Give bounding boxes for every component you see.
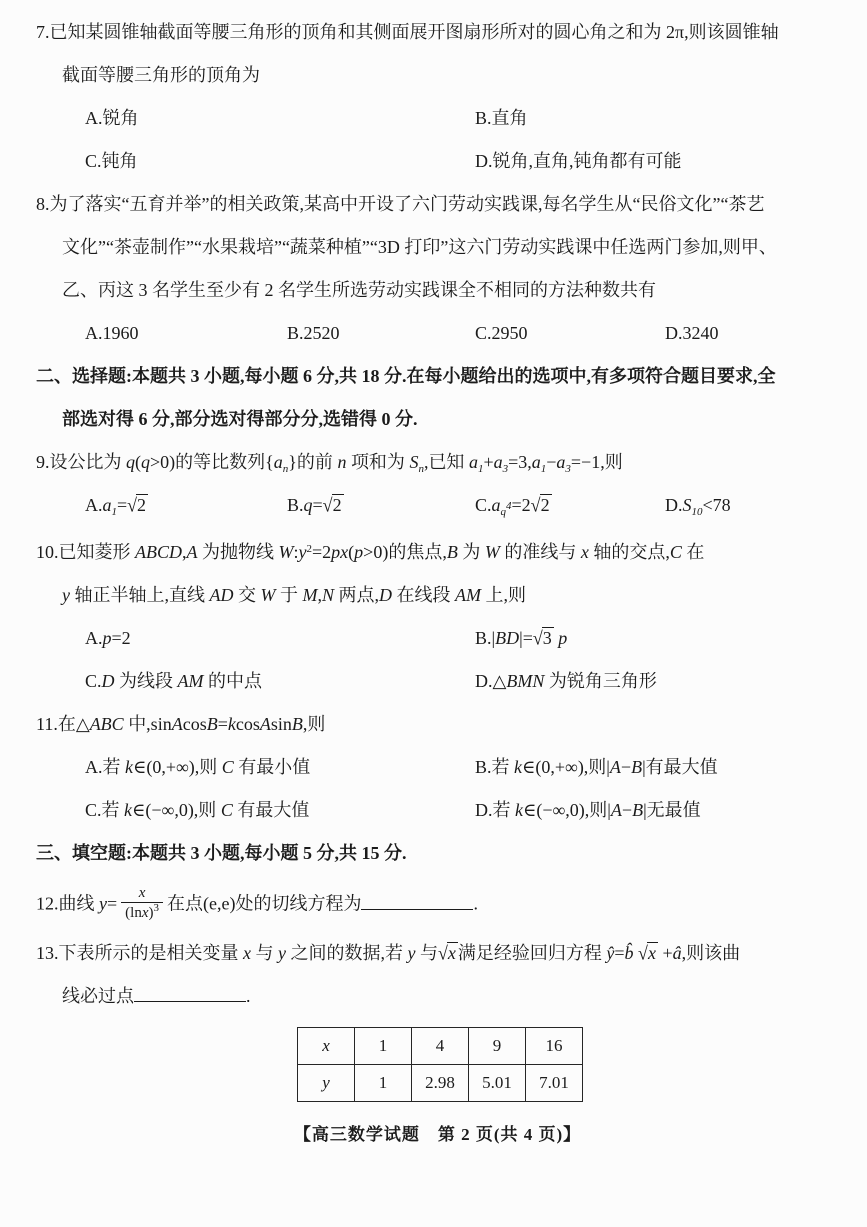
question-11-option-c: C.若 k∈(−∞,0),则 C 有最大值 [85, 800, 310, 820]
question-9 [36, 450, 839, 536]
question-7-option-c: C.钝角 [85, 151, 138, 171]
data-table [297, 1027, 583, 1102]
table-row-y [298, 1065, 583, 1102]
question-10 [36, 540, 839, 712]
question-8-options [36, 321, 839, 364]
question-12 [36, 884, 839, 927]
table-cell-y-label: y [298, 1065, 355, 1102]
table-cell-y-0: 1 [355, 1065, 412, 1102]
answer-blank [361, 894, 473, 910]
section-3-header-line: 三、填空题:本题共 3 小题,每小题 5 分,共 15 分. [36, 843, 407, 863]
question-8-option-b: B.2520 [287, 323, 340, 343]
question-8-option-d: D.3240 [665, 323, 719, 343]
table-cell-x-3: 16 [526, 1028, 583, 1065]
question-10-option-d: D.△BMN 为锐角三角形 [475, 671, 657, 691]
question-8-text-line-2: 文化”“茶壶制作”“水果栽培”“蔬菜种植”“3D 打印”这六门劳动实践课中任选两门参加,则甲、 [62, 237, 777, 257]
question-8-text-line-3: 乙、丙这 3 名学生至少有 2 名学生所选劳动实践课全不相同的方法种数共有 [62, 280, 656, 300]
question-9-option-c: $C.a_{q^4}=2√2$ [475, 494, 550, 518]
table-cell-x-0: 1 [355, 1028, 412, 1065]
question-7-options [36, 106, 839, 192]
question-10-text-line-2: y 轴正半轴上,直线 AD 交 W 于 M,N 两点,D 在线段 AM 上,则 [62, 585, 527, 605]
question-9-text: 9.设公比为 q(q>0)的等比数列$\{a_n\}$的前 n 项和为 $S_n$,已知 $a_1+a_3=3,a_1-a_3=-1$,则 [36, 452, 623, 475]
question-12-text: 12.曲线 y= $\frac{x}{(\ln x)^3}$ 在点(e,e)处的切线方程为 . [36, 885, 478, 921]
question-10-text-line-1: 10.已知菱形 ABCD,A 为抛物线 $W:y^2=2px(p>0)$的焦点,B 为 W 的准线与 x 轴的交点,C 在 [36, 542, 705, 562]
section-3-header [36, 841, 839, 866]
question-11-option-d: D.若 k∈(−∞,0),则|A−B|无最值 [475, 800, 701, 820]
page-footer: 【高三数学试题 第 2 页(共 4 页)】 [293, 1125, 582, 1144]
question-9-options [36, 493, 839, 536]
table-cell-y-2: 5.01 [469, 1065, 526, 1102]
section-2-header-line-1: 二、选择题:本题共 3 小题,每小题 6 分,共 18 分.在每小题给出的选项中,有多项符合题目要求,全 [36, 366, 776, 386]
question-8-text-line-1: 8.为了落实“五育并举”的相关政策,某高中开设了六门劳动实践课,每名学生从“民俗文化”“茶艺 [36, 194, 765, 214]
question-10-options [36, 626, 839, 712]
question-11 [36, 712, 839, 841]
table-cell-x-label: x [298, 1028, 355, 1065]
table-row-x [298, 1028, 583, 1065]
question-11-option-b: B.若 k∈(0,+∞),则|A−B|有最大值 [475, 757, 718, 777]
question-7-text-line-2: 截面等腰三角形的顶角为 [62, 65, 260, 85]
question-7-option-a: A.锐角 [85, 108, 139, 128]
answer-blank [134, 986, 246, 1002]
question-7-option-d: D.锐角,直角,钝角都有可能 [475, 151, 682, 171]
question-8-option-a: A.1960 [85, 323, 139, 343]
table-cell-y-1: 2.98 [412, 1065, 469, 1102]
question-8 [36, 192, 839, 364]
question-7-text-line-1: 7.已知某圆锥轴截面等腰三角形的顶角和其侧面展开图扇形所对的圆心角之和为 2π,则该圆锥轴 [36, 22, 779, 42]
question-11-options [36, 755, 839, 841]
question-10-option-b: B.|BD|=√3 p [475, 627, 568, 649]
question-7-option-b: B.直角 [475, 108, 528, 128]
table-cell-x-1: 4 [412, 1028, 469, 1065]
question-13 [36, 941, 839, 1102]
question-10-option-c: C.D 为线段 AM 的中点 [85, 671, 263, 691]
question-13-text-line-1: 13.下表所示的是相关变量 x 与 y 之间的数据,若 y 与√x 满足经验回归方程 ŷ=b̂ √x +â,则该曲 [36, 942, 741, 964]
section-2-header [36, 364, 839, 432]
question-11-text: 11.在△ABC 中,sinAcosB=kcosAsinB,则 [36, 714, 326, 734]
table-cell-y-3: 7.01 [526, 1065, 583, 1102]
question-11-option-a: A.若 k∈(0,+∞),则 C 有最小值 [85, 757, 311, 777]
question-9-option-d: $D.S_{10}<78$ [665, 495, 731, 518]
question-9-option-a: $A.a_1=√2$ [85, 494, 147, 518]
question-9-option-b: B.q=√2 [287, 494, 342, 516]
table-cell-x-2: 9 [469, 1028, 526, 1065]
section-2-header-line-2: 部选对得 6 分,部分选对得部分分,选错得 0 分. [62, 409, 418, 429]
question-13-text-line-2: 线必过点 . [62, 986, 251, 1006]
question-10-option-a: A.p=2 [85, 628, 131, 648]
question-8-option-c: C.2950 [475, 323, 528, 343]
question-7 [36, 20, 839, 192]
